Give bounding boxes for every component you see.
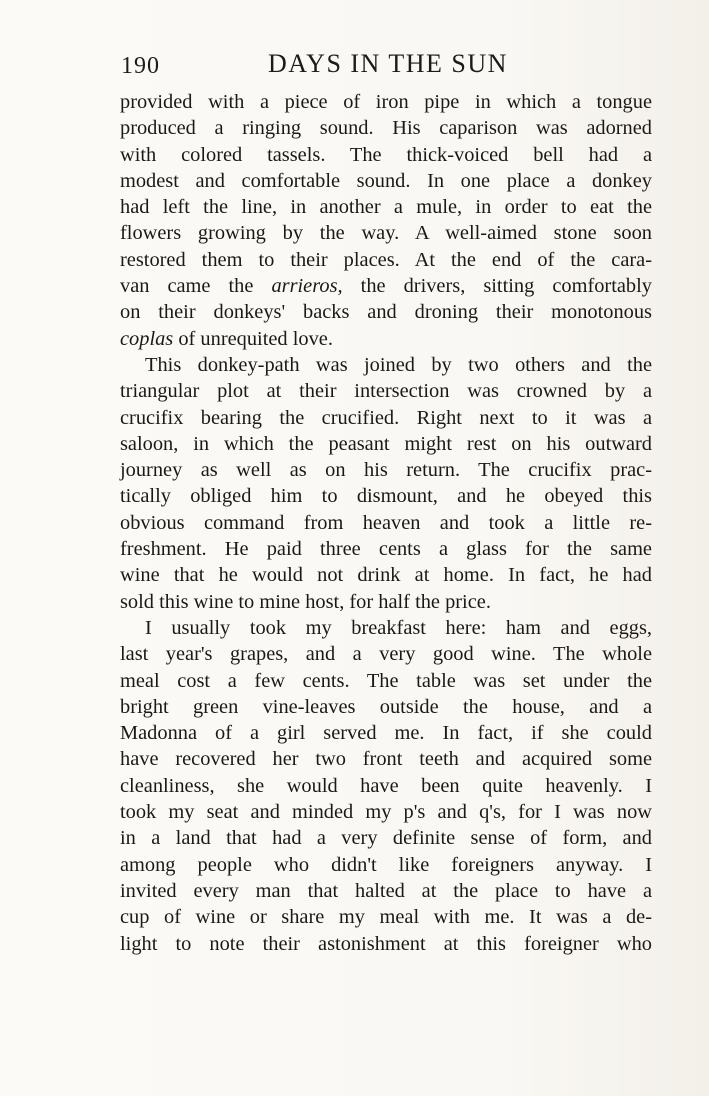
text-line: sold this wine to mine host, for half the price.	[120, 590, 491, 613]
text-line: light to note their astonishment at this foreigner who	[120, 932, 652, 955]
text-line: on their donkeys' backs and droning their monotonous	[120, 301, 652, 324]
text-line: triangular plot at their intersection was crowned by a	[120, 380, 652, 403]
paragraph-first-line: This donkey-path was joined by two others and the	[145, 353, 652, 376]
text-line: produced a ringing sound. His caparison was adorned	[120, 117, 652, 140]
body-text	[120, 89, 652, 957]
text-line: with colored tassels. The thick-voiced bell had a	[120, 143, 652, 166]
text-line: cup of wine or share my meal with me. It was a de-	[120, 906, 652, 929]
running-title: DAYS IN THE SUN	[268, 49, 508, 78]
text-line: have recovered her two front teeth and acquired some	[120, 748, 652, 771]
text-line: saloon, in which the peasant might rest on his outward	[120, 432, 652, 455]
text-line: bright green vine-leaves outside the house, and a	[120, 695, 652, 718]
text-line: Madonna of a girl served me. In fact, if she could	[120, 722, 652, 745]
text-line: invited every man that halted at the place to have a	[120, 879, 652, 902]
text-line: restored them to their places. At the end of the cara-	[120, 248, 652, 271]
text-line: among people who didn't like foreigners anyway. I	[120, 853, 652, 876]
text-line: flowers growing by the way. A well-aimed stone soon	[120, 222, 652, 245]
text-line: crucifix bearing the crucified. Right next to it was a	[120, 406, 652, 429]
text-line: tically obliged him to dismount, and he obeyed this	[120, 485, 652, 508]
text-line: meal cost a few cents. The table was set under the	[120, 669, 652, 692]
text-line: last year's grapes, and a very good wine. The whole	[120, 643, 652, 666]
text-line: wine that he would not drink at home. In fact, he had	[120, 564, 652, 587]
text-line: provided with a piece of iron pipe in which a tongue	[120, 91, 652, 113]
text-line: van came the arrieros, the drivers, sitting comfortably	[120, 275, 652, 298]
text-line: took my seat and minded my p's and q's, for I was now	[120, 801, 652, 824]
text-line: had left the line, in another a mule, in order to eat the	[120, 196, 652, 219]
text-line: cleanliness, she would have been quite heavenly. I	[120, 774, 652, 797]
italic-term: coplas	[120, 327, 174, 350]
running-head	[121, 49, 651, 83]
text-line: obvious command from heaven and took a little re-	[120, 511, 652, 534]
text-line: in a land that had a very definite sense of form, and	[120, 827, 652, 850]
italic-term: arrieros,	[271, 275, 343, 298]
text-line: journey as well as on his return. The crucifix prac-	[120, 459, 652, 482]
text-line: coplas of unrequited love.	[120, 327, 333, 350]
page-number: 190	[121, 53, 160, 79]
text-line: freshment. He paid three cents a glass for the same	[120, 538, 652, 561]
paragraph-first-line: I usually took my breakfast here: ham and eggs,	[145, 616, 652, 639]
text-line: modest and comfortable sound. In one place a donkey	[120, 169, 652, 192]
